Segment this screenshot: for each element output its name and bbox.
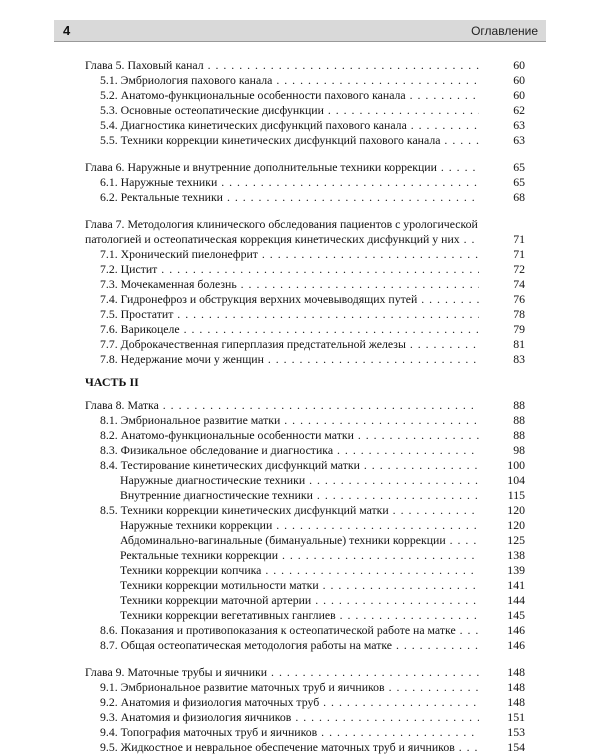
toc-page-number: 104 <box>507 473 525 487</box>
toc-page-number: 76 <box>513 292 525 306</box>
toc-section[interactable] <box>85 695 525 710</box>
toc-subsection[interactable] <box>85 608 525 623</box>
toc-entry-label: 6.1. Наружные техники . . . <box>85 175 479 190</box>
toc-entry-label: Глава 7. Методология клинического обследования пациентов с урологической <box>85 217 478 231</box>
toc-entry-label: Глава 8. Матка . . . <box>85 398 479 413</box>
toc-entry-label: 8.4. Тестирование кинетических дисфункций матки . . . <box>85 458 479 473</box>
toc-entry-label: 7.5. Простатит . . . <box>85 307 479 322</box>
toc-entry-label: 8.3. Физикальное обследование и диагностика . . . <box>85 443 479 458</box>
toc-section[interactable] <box>85 322 525 337</box>
toc-entry-label: 5.3. Основные остеопатические дисфункции . . . <box>85 103 479 118</box>
toc-subsection[interactable] <box>85 533 525 548</box>
toc-chapter[interactable] <box>85 665 525 680</box>
part-heading: ЧАСТЬ II <box>85 375 139 389</box>
toc-section[interactable] <box>85 88 525 103</box>
section-gap <box>85 653 525 665</box>
toc-entry-label: 8.1. Эмбриональное развитие матки . . . <box>85 413 479 428</box>
toc-entry-label: 7.1. Хронический пиелонефрит . . . <box>85 247 479 262</box>
toc-page-number: 138 <box>507 548 525 562</box>
toc-page-number: 60 <box>513 58 525 72</box>
toc-page-number: 146 <box>507 623 525 637</box>
toc-page-number: 63 <box>513 118 525 132</box>
toc-entry-label: Техники коррекции маточной артерии . . . <box>85 593 479 608</box>
page-header <box>54 20 546 42</box>
toc-entry-label: 7.4. Гидронефроз и обструкция верхних мочевыводящих путей . . . <box>85 292 479 307</box>
toc-entry-label: 5.1. Эмбриология пахового канала . . . <box>85 73 479 88</box>
toc-subsection[interactable] <box>85 488 525 503</box>
toc-page-number: 148 <box>507 695 525 709</box>
toc-section[interactable] <box>85 740 525 755</box>
toc-subsection[interactable] <box>85 473 525 488</box>
toc-section[interactable] <box>85 262 525 277</box>
toc-section[interactable] <box>85 337 525 352</box>
toc-page-number: 98 <box>513 443 525 457</box>
toc-entry-label: Наружные диагностические техники . . . <box>85 473 479 488</box>
toc-subsection[interactable] <box>85 578 525 593</box>
toc-entry-label: 7.2. Цистит . . . <box>85 262 479 277</box>
toc-page-number: 120 <box>507 503 525 517</box>
toc-section[interactable] <box>85 73 525 88</box>
toc-section[interactable] <box>85 175 525 190</box>
toc-entry-label: Глава 9. Маточные трубы и яичники . . . <box>85 665 479 680</box>
toc-section[interactable] <box>85 118 525 133</box>
toc-page-number: 60 <box>513 88 525 102</box>
toc-entry-label: 5.4. Диагностика кинетических дисфункций пахового канала . . . <box>85 118 479 133</box>
toc-subsection[interactable] <box>85 593 525 608</box>
toc-entry-label: 7.7. Доброкачественная гиперплазия предстательной железы . . . <box>85 337 479 352</box>
toc-entry-continuation <box>85 232 525 247</box>
toc-entry-label: Абдоминально-вагинальные (бимануальные) техники коррекции . . . <box>85 533 479 548</box>
toc-chapter[interactable] <box>85 217 525 247</box>
toc-section[interactable] <box>85 352 525 367</box>
toc-page-number: 72 <box>513 262 525 276</box>
toc-page-number: 60 <box>513 73 525 87</box>
toc-page-number: 141 <box>507 578 525 592</box>
toc-page-number: 139 <box>507 563 525 577</box>
toc-page-number: 146 <box>507 638 525 652</box>
toc-page-number: 78 <box>513 307 525 321</box>
toc-page-number: 125 <box>507 533 525 547</box>
toc-page-number: 148 <box>507 680 525 694</box>
toc-entry-label: 9.4. Топография маточных труб и яичников . . . <box>85 725 479 740</box>
toc-section[interactable] <box>85 725 525 740</box>
toc-page-number: 88 <box>513 398 525 412</box>
table-of-contents <box>85 58 525 755</box>
toc-chapter[interactable] <box>85 398 525 413</box>
toc-entry-label: 9.5. Жидкостное и невральное обеспечение маточных труб и яичников . . . <box>85 740 479 755</box>
toc-page-number: 74 <box>513 277 525 291</box>
toc-section[interactable] <box>85 292 525 307</box>
toc-entry-label: 9.1. Эмбриональное развитие маточных труб и яичников . . . <box>85 680 479 695</box>
toc-page-number: 81 <box>513 337 525 351</box>
toc-entry-label: 8.6. Показания и противопоказания к остеопатической работе на матке . . . <box>85 623 479 638</box>
toc-entry-label: Глава 5. Паховый канал . . . <box>85 58 479 73</box>
section-gap <box>85 205 525 217</box>
toc-section[interactable] <box>85 247 525 262</box>
toc-section[interactable] <box>85 428 525 443</box>
toc-section[interactable] <box>85 443 525 458</box>
toc-entry-label: Ректальные техники коррекции . . . <box>85 548 479 563</box>
section-title: Оглавление <box>471 24 538 38</box>
toc-page-number: 68 <box>513 190 525 204</box>
toc-page-number: 71 <box>513 232 525 246</box>
toc-page-number: 148 <box>507 665 525 679</box>
toc-entry-label: Внутренние диагностические техники . . . <box>85 488 479 503</box>
toc-subsection[interactable] <box>85 548 525 563</box>
toc-page-number: 62 <box>513 103 525 117</box>
toc-section[interactable] <box>85 133 525 148</box>
toc-section[interactable] <box>85 458 525 473</box>
toc-subsection[interactable] <box>85 518 525 533</box>
toc-page-number: 83 <box>513 352 525 366</box>
toc-entry-label: 8.7. Общая остеопатическая методология работы на матке . . . <box>85 638 479 653</box>
toc-page-number: 153 <box>507 725 525 739</box>
toc-page-number: 100 <box>507 458 525 472</box>
toc-page-number: 120 <box>507 518 525 532</box>
toc-section[interactable] <box>85 680 525 695</box>
toc-section[interactable] <box>85 277 525 292</box>
toc-section[interactable] <box>85 623 525 638</box>
toc-entry-label: Техники коррекции мотильности матки . . . <box>85 578 479 593</box>
toc-page-number: 65 <box>513 160 525 174</box>
toc-section[interactable] <box>85 307 525 322</box>
toc-page-number: 88 <box>513 413 525 427</box>
toc-entry-label: 8.2. Анатомо-функциональные особенности матки . . . <box>85 428 479 443</box>
toc-entry-label: Глава 6. Наружные и внутренние дополнительные техники коррекции . . . <box>85 160 479 175</box>
toc-chapter[interactable] <box>85 58 525 73</box>
toc-entry-label: Техники коррекции копчика . . . <box>85 563 479 578</box>
toc-entry-label: 7.6. Варикоцеле . . . <box>85 322 479 337</box>
toc-entry-label: 5.2. Анатомо-функциональные особенности пахового канала . . . <box>85 88 479 103</box>
toc-section[interactable] <box>85 190 525 205</box>
toc-entry-label: 5.5. Техники коррекции кинетических дисфункций пахового канала . . . <box>85 133 479 148</box>
toc-page-number: 71 <box>513 247 525 261</box>
toc-entry-label: 6.2. Ректальные техники . . . <box>85 190 479 205</box>
section-gap <box>85 148 525 160</box>
toc-entry-label: Техники коррекции вегетативных ганглиев . . . <box>85 608 479 623</box>
toc-page-number: 65 <box>513 175 525 189</box>
toc-section[interactable] <box>85 413 525 428</box>
toc-page-number: 79 <box>513 322 525 336</box>
toc-page-number: 115 <box>507 488 525 502</box>
toc-entry-label: 7.3. Мочекаменная болезнь . . . <box>85 277 479 292</box>
toc-entry-label: 9.3. Анатомия и физиология яичников . . . <box>85 710 479 725</box>
toc-entry-label: 7.8. Недержание мочи у женщин . . . <box>85 352 479 367</box>
toc-page-number: 63 <box>513 133 525 147</box>
toc-subsection[interactable] <box>85 563 525 578</box>
toc-page-number: 145 <box>507 608 525 622</box>
toc-entry-label: 9.2. Анатомия и физиология маточных труб . . . <box>85 695 479 710</box>
page-number: 4 <box>63 23 71 38</box>
toc-page-number: 154 <box>507 740 525 754</box>
toc-section[interactable] <box>85 710 525 725</box>
toc-entry-label: Наружные техники коррекции . . . <box>85 518 479 533</box>
toc-section[interactable] <box>85 103 525 118</box>
toc-section[interactable] <box>85 638 525 653</box>
toc-page-number: 151 <box>507 710 525 724</box>
toc-section[interactable] <box>85 503 525 518</box>
toc-entry-label: патологией и остеопатическая коррекция кинетических дисфункций у них . . . <box>85 232 479 247</box>
toc-page-number: 144 <box>507 593 525 607</box>
toc-chapter[interactable] <box>85 160 525 175</box>
toc-entry-label: 8.5. Техники коррекции кинетических дисфункций матки . . . <box>85 503 479 518</box>
toc-page-number: 88 <box>513 428 525 442</box>
